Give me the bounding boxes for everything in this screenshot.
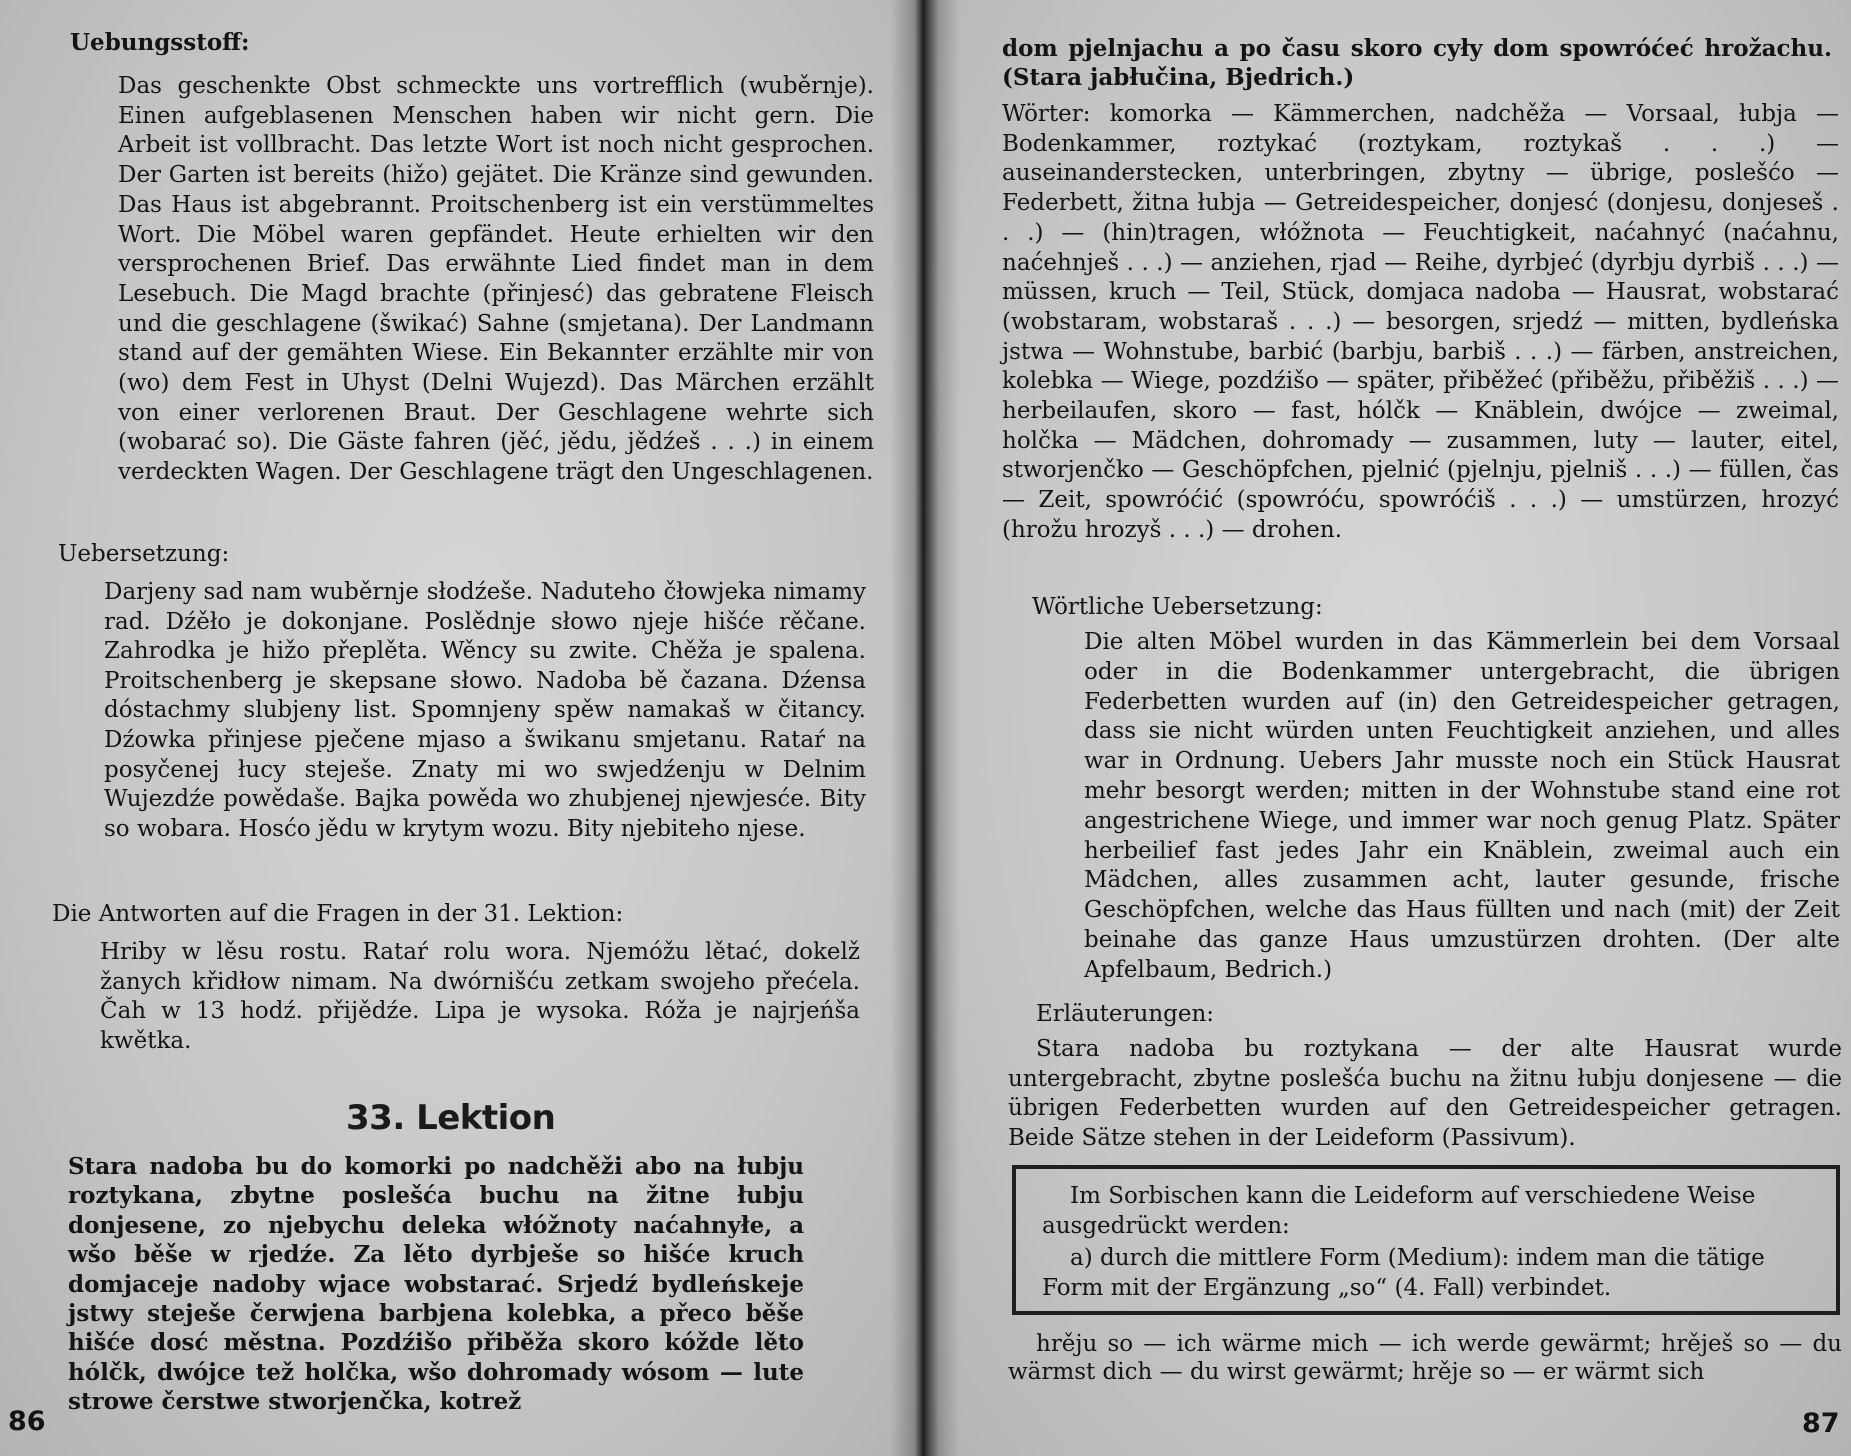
answers-text: Hriby w lěsu rostu. Rataŕ rolu wora. Njemóžu lětać, dokelž žanych křidłow nimam. Na dwórnišću zetkam swojeho přećela. Čah w 13 hodź. přijědźe. Lipa je wysoka. Róža je najrjeńša kwětka. [100,939,860,1054]
notes-text: Stara nadoba bu roztykana — der alte Hausrat wurde untergebracht, zbytne poslešća buchu na žitnu łubju donjesene — die übrigen Federbetten wurden auf den Getreidespeicher getragen. Beide Sätze stehen in der Leideform (Passivum). [1008,1036,1842,1151]
literal-translation-heading: Wörtliche Uebersetzung: [1032,594,1323,620]
grammar-rule-box [1012,1165,1840,1315]
translation-text: Darjeny sad nam wuběrnje słodźeše. Naduteho čłowjeka nimamy rad. Dźěło je dokonjane. Poslědnje słowo njeje hišće rěčane. Zahrodka je hižo přeplěta. Wěncy su zwite. Chěža je spalena. Proitschenberg je skepsane słowo. Nadoba bě čazana. Dźensa dóstachmy slubjeny list. Spomnjeny spěw namakaš w čitancy. Dźowka přinjese pječene mjaso a šwikanu smjetanu. Rataŕ na posyčenej łucy steješe. Znaty mi wo swjedźenju w Delnim Wujezdźe powědaše. Bajka powěda wo zhubjenej njewjesće. Bity so wobara. Hosćo jědu w krytym wozu. Bity njebiteho njese. [104,579,866,842]
examples-text: hrěju so — ich wärme mich — ich werde gewärmt; hrěješ so — du wärmst dich — du wirst gewärmt; hrěje so — er wärmt sich [1008,1331,1842,1385]
page-number-left: 86 [8,1406,46,1437]
translation-heading: Uebersetzung: [58,541,230,567]
exercise-text: Das geschenkte Obst schmeckte uns vortrefflich (wuběrnje). Einen aufgeblasenen Menschen haben wir nicht gern. Die Arbeit ist vollbracht. Das letzte Wort ist noch nicht gesprochen. Der Garten ist bereits (hižo) gejätet. Die Kränze sind gewunden. Das Haus ist abgebrannt. Proitschenberg ist ein verstümmeltes Wort. Die Möbel waren gepfändet. Heute erhielten wir den versprochenen Brief. Das erwähnte Lied findet man in dem Lesebuch. Die Magd brachte (přinjesć) das gebratene Fleisch und die geschlagene (šwikać) Sahne (smjetana). Der Landmann stand auf der gemähten Wiese. Ein Bekannter erzählte mir von (wo) dem Fest in Uhyst (Delni Wujezd). Das Märchen erzählt von einer verlorenen Braut. Der Geschlagene wehrte sich (wobarać so). Die Gäste fahren (jěć, jědu, jědźeš . . .) in einem verdeckten Wagen. Der Geschlagene trägt den Ungeschlagenen. [118,73,874,486]
exercise-heading: Uebungsstoff: [70,29,250,56]
lesson-title: 33. Lektion [346,1098,556,1138]
page-number-right: 87 [1802,1408,1840,1439]
lesson-continuation: dom pjelnjachu a po času skoro cyły dom spowróćeć hrožachu. (Stara jabłučina, Bjedrich.) [1002,35,1832,91]
literal-translation-text: Die alten Möbel wurden in das Kämmerlein bei dem Vorsaal oder in die Bodenkammer untergebracht, die übrigen Federbetten wurden auf (in) den Getreidespeicher getragen, dass sie nicht würden unten Feuchtigkeit anziehen, und alles war in Ordnung. Uebers Jahr musste noch ein Stück Hausrat mehr besorgt werden; mitten in der Wohnstube stand eine rot angestrichene Wiege, und immer war noch genug Platz. Später herbeilief fast jedes Jahr ein Knäblein, zweimal auch ein Mädchen, alles zusammen acht, lauter gesunde, frische Geschöpfchen, welche das Haus füllten und nach (mit) der Zeit beinahe das ganze Haus umzustürzen drohten. (Der alte Apfelbaum, Bedrich.) [1084,629,1840,983]
answers-heading: Die Antworten auf die Fragen in der 31. Lektion: [52,901,624,927]
vocabulary-text: Wörter: komorka — Kämmerchen, nadchěža — Vorsaal, łubja — Bodenkammer, roztykać (roztykam, roztykaš . . .) — auseinanderstecken, unterbringen, zbytny — übrige, poslešćo — Federbett, žitna łubja — Getreidespeicher, donjesć (donjesu, donjeseš . . .) — (hin)tragen, włóžnota — Feuchtigkeit, naćahnyć (naćahnu, naćehnješ . . .) — anziehen, rjad — Reihe, dyrbjeć (dyrbju dyrbiš . . .) — müssen, kruch — Teil, Stück, domjaca nadoba — Hausrat, wobstarać (wobstaram, wobstaraš . . .) — besorgen, srjedź — mitten, bydleńska jstwa — Wohnstube, barbić (barbju, barbiš . . .) — färben, anstreichen, kolebka — Wiege, pozdźišo — später, přiběžeć (přiběžu, přiběžiš . . .) — herbeilaufen, skoro — fast, hólčk — Knäblein, dwójce — zweimal, holčka — Mädchen, dohromady — zusammen, luty — lauter, eitel, stworjenčko — Geschöpfchen, pjelnić (pjelnju, pjelniš . . .) — füllen, čas — Zeit, spowróćić (spowróću, spowróćiš . . .) — umstürzen, hrozyć (hrožu hrozyš . . .) — drohen. [1002,101,1839,543]
notes-heading: Erläuterungen: [1036,1001,1215,1027]
grammar-rule-line-2: a) durch die mittlere Form (Medium): indem man die tätige Form mit der Ergänzung „so“ (4. Fall) verbindet. [1042,1245,1765,1301]
grammar-rule-line-1: Im Sorbischen kann die Leideform auf verschiedene Weise ausgedrückt werden: [1042,1183,1756,1239]
left-page [0,0,922,1456]
lesson-text: Stara nadoba bu do komorki po nadchěži abo na łubju roztykana, zbytne poslešća buchu na žitne łubju donjesene, zo njebychu deleka włóžnoty naćahnyłe, a wšo běše w rjedźe. Za lěto dyrbješe so hišće kruch domjaceje nadoby wjace wobstarać. Srjedź bydleńskeje jstwy steješe čerwjena barbjena kolebka, a přeco běše hišće dosć městna. Pozdźišo přiběža skoro kóžde lěto hólčk, dwójce tež holčka, wšo dohromady wósom — lute strowe čerstwe stworjenčka, kotrež [68,1153,804,1416]
